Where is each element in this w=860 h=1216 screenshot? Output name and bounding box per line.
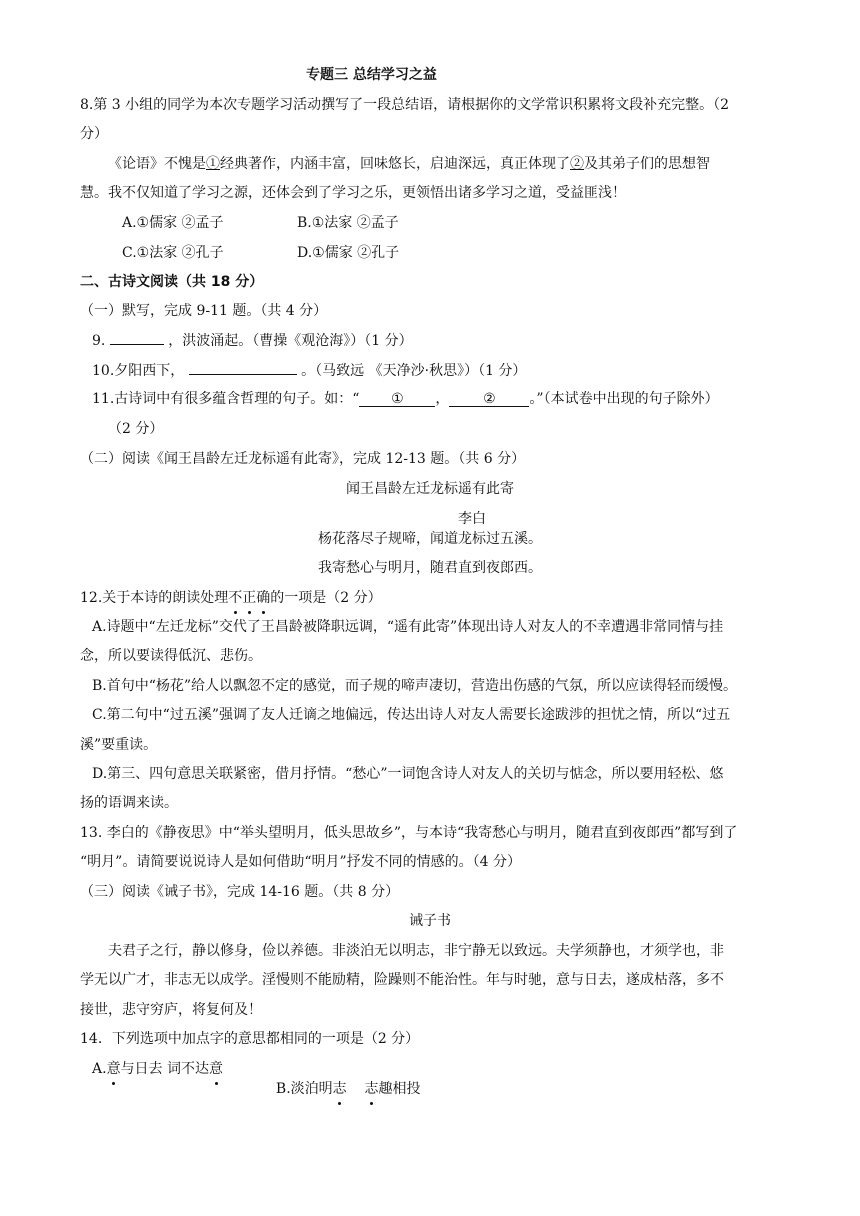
- q11: [92, 389, 719, 409]
- q12-option-a-line2: 念，所以要读得低沉、悲伤。: [80, 648, 262, 664]
- q8-option-c: C.①法家 ②孔子: [122, 245, 224, 261]
- q11-blank-2-label: ②: [483, 391, 496, 407]
- q8-option-b: B.①法家 ②孟子: [297, 215, 399, 231]
- q8-blank-2: ②: [570, 156, 584, 172]
- q8-passage-part-a: 《论语》不愧是: [108, 156, 206, 172]
- q14-option-b-emphasis-1: 志: [332, 1081, 347, 1097]
- q12-stem: [80, 588, 382, 608]
- q10: [92, 360, 526, 381]
- q14-option-b: [267, 1059, 420, 1099]
- part3-title: （三）阅读《诫子书》，完成 14-16 题。（共 8 分）: [80, 884, 400, 900]
- q8-stem-line1: 8.第 3 小组的同学为本次专题学习活动撰写了一段总结语，请根据你的文学常识积累将文段补充完整。（2: [80, 97, 730, 113]
- q9-blank: [110, 330, 164, 345]
- q13-line1: 13. 李白的《静夜思》中“举头望明月，低头思故乡”，与本诗“我寄愁心与明月，随君直到夜郎西”都写到了: [80, 825, 738, 841]
- poem-line-1: 杨花落尽子规啼，闻道龙标过五溪。: [318, 531, 542, 547]
- poem-author: 李白: [458, 511, 486, 527]
- q12-stem-b: 的一项是（2 分）: [270, 590, 382, 606]
- q13-line2: “明月”。请简要说说诗人是如何借助“明月”抒发不同的情感的。（4 分）: [80, 854, 521, 870]
- q11-text-b: 。”（本试卷中出现的句子除外）: [529, 391, 719, 407]
- q10-text-b: 。（马致远 《天净沙·秋思》）（1 分）: [301, 363, 527, 379]
- q14-option-b-gap: [347, 1081, 365, 1097]
- q12-option-c-line2: 溪”要重读。: [80, 737, 158, 753]
- part1-title: （一）默写，完成 9-11 题。（共 4 分）: [80, 303, 328, 319]
- q9: [92, 330, 413, 351]
- q10-text-a: 10.夕阳西下，: [92, 363, 185, 379]
- q12-option-a-line1: A.诗题中“左迁龙标”交代了王昌龄被降职远调，“遥有此寄”体现出诗人对友人的不幸遭遇非常同情与挂: [92, 619, 724, 635]
- poem-title: 闻王昌龄左迁龙标遥有此寄: [346, 481, 514, 497]
- essay-line-1: 夫君子之行，静以修身，俭以养德。非淡泊无以明志，非宁静无以致远。夫学须静也，才须学也，非: [108, 943, 724, 959]
- q8-passage-part-c: 及其弟子们的思想智: [584, 156, 710, 172]
- q8-passage-part-b: 经典著作，内涵丰富，回味悠长，启迪深远，真正体现了: [220, 156, 570, 172]
- q12-emphasis-char-3: 确: [256, 590, 271, 606]
- q11-blank-2: [449, 392, 529, 407]
- q14-option-b-suffix: 趣相投: [378, 1081, 421, 1097]
- essay-line-3: 接世，悲守穷庐，将复何及！: [80, 1002, 262, 1018]
- q14-option-a-emphasis-1: 意: [106, 1061, 121, 1077]
- q14-option-a-middle: 与日去 词不达: [120, 1061, 210, 1077]
- q12-option-b: B.首句中“杨花”给人以飘忽不定的感觉，而子规的啼声凄切，营造出伤感的气氛，所以应读得轻而缓慢。: [92, 678, 738, 694]
- section2-title: 二、古诗文阅读（共 18 分）: [80, 274, 264, 290]
- q14-option-a: [92, 1059, 223, 1079]
- q11-score: （2 分）: [108, 421, 164, 437]
- q12-emphasis-char-1: 不: [228, 590, 243, 606]
- q14-stem: 14．下列选项中加点字的意思都相同的一项是（2 分）: [80, 1031, 420, 1047]
- q8-passage-line2: 慧。我不仅知道了学习之源，还体会到了学习之乐，更领悟出诸多学习之道，受益匪浅！: [80, 185, 626, 201]
- essay-title: 诫子书: [409, 913, 451, 929]
- q12-option-c-line1: C.第二句中“过五溪”强调了友人迁谪之地偏远，传达出诗人对友人需要长途跋涉的担忧之情，所以“过五: [92, 707, 731, 723]
- q12-option-d-line2: 扬的语调来读。: [80, 795, 178, 811]
- q11-blank-1: [359, 392, 435, 407]
- q14-option-a-prefix: A.: [92, 1061, 107, 1077]
- q11-text-a: 11.古诗词中有很多蕴含哲理的句子。如：“: [92, 391, 360, 407]
- q9-number: 9.: [92, 333, 106, 349]
- q8-option-d: D.①儒家 ②孔子: [297, 245, 400, 261]
- q8-stem-line2: 分）: [80, 126, 108, 142]
- q14-option-b-emphasis-2: 志: [364, 1081, 379, 1097]
- q8-passage-line1: [108, 154, 710, 174]
- part2-title: （二）阅读《闻王昌龄左迁龙标遥有此寄》，完成 12-13 题。（共 6 分）: [80, 451, 526, 467]
- q11-separator: ，: [435, 391, 450, 407]
- q12-option-d-line1: D.第三、四句意思关联紧密，借月抒情。“愁心”一词饱含诗人对友人的关切与惦念，所以要用轻松、悠: [92, 766, 724, 782]
- q9-text: ，洪波涌起。（曹操《观沧海》）（1 分）: [168, 333, 413, 349]
- essay-line-2: 学无以广才，非志无以成学。淫慢则不能励精，险躁则不能治性。年与时驰，意与日去，遂成枯落，多不: [80, 972, 724, 988]
- q12-stem-a: 12.关于本诗的朗读处理: [80, 590, 229, 606]
- q8-blank-1: ①: [206, 156, 220, 172]
- q10-blank: [189, 360, 297, 375]
- topic-title: 专题三 总结学习之益: [306, 67, 437, 83]
- poem-line-2: 我寄愁心与明月，随君直到夜郎西。: [318, 560, 542, 576]
- q11-blank-1-label: ①: [391, 391, 404, 407]
- q8-option-a: A.①儒家 ②孟子: [122, 215, 224, 231]
- q12-emphasis-char-2: 正: [242, 590, 257, 606]
- q14-option-b-prefix: B.淡泊明: [275, 1081, 333, 1097]
- q14-option-a-emphasis-2: 意: [209, 1061, 224, 1077]
